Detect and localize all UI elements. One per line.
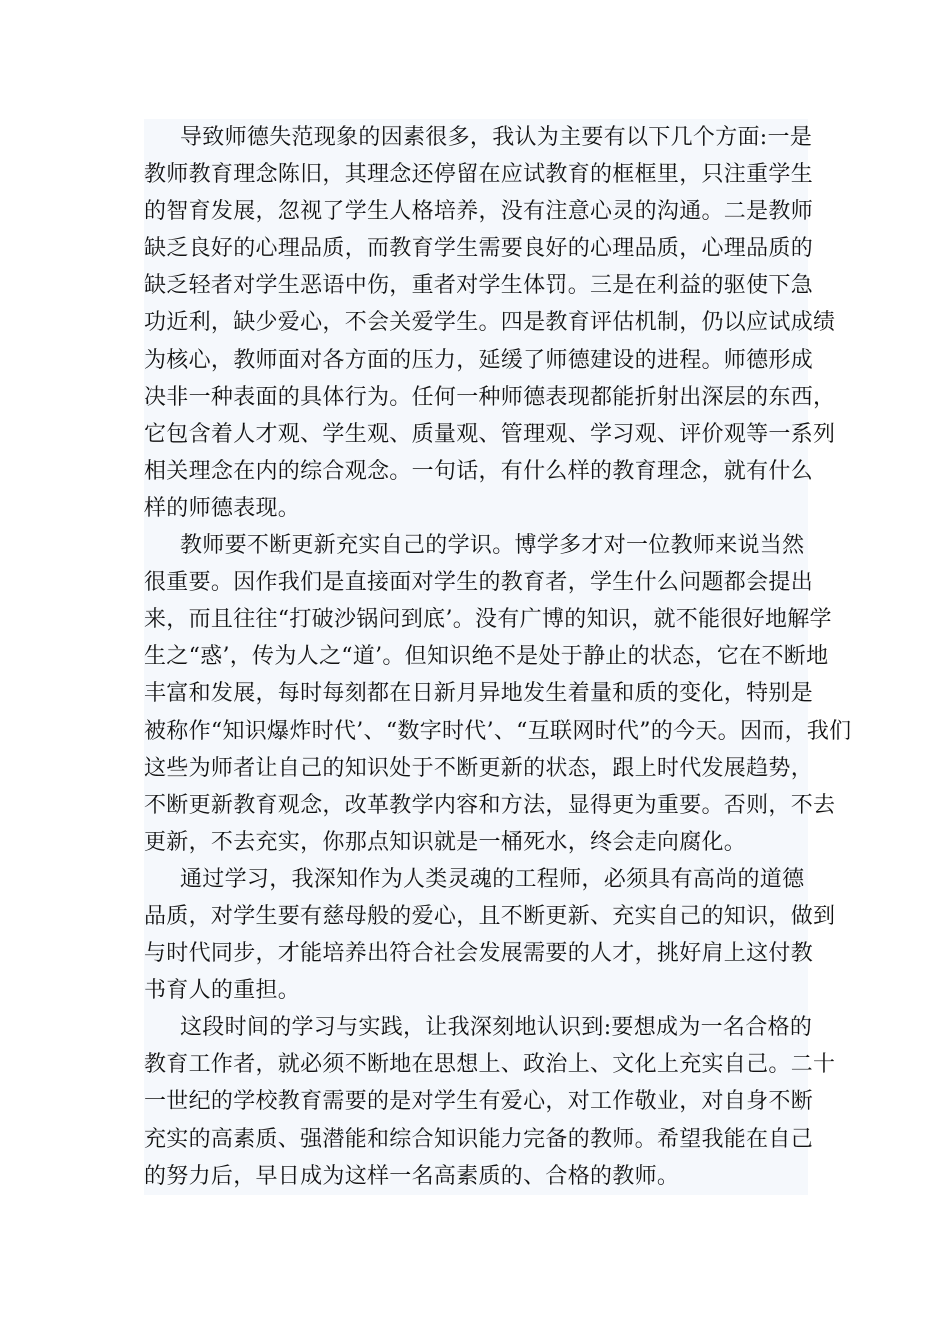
text-line: 导致师德失范现象的因素很多，我认为主要有以下几个方面:一是 [180, 125, 813, 150]
paragraph-1 [144, 119, 836, 527]
text-line: 缺乏轻者对学生恶语中伤，重者对学生体罚。三是在利益的驱使下急 [144, 273, 814, 299]
text-line: 为核心，教师面对各方面的压力，延缓了师德建设的进程。师德形成 [144, 347, 814, 373]
text-line: 生之“惑’，传为人之“道’。但知识绝不是处于静止的状态，它在不断地 [144, 644, 829, 670]
text-line: 丰富和发展，每时每刻都在日新月异地发生着量和质的变化，特别是 [144, 681, 814, 707]
text-line: 缺乏良好的心理品质，而教育学生需要良好的心理品质，心理品质的 [144, 236, 814, 262]
paragraph-4 [144, 1009, 836, 1194]
text-line: 的努力后，早日成为这样一名高素质的、合格的教师。 [144, 1163, 680, 1189]
document-body [144, 119, 852, 1195]
text-line: 更新，不去充实，你那点知识就是一桶死水，终会走向腐化。 [144, 829, 747, 855]
text-line: 教师要不断更新充实自己的学识。博学多才对一位教师来说当然 [180, 533, 805, 559]
text-line: 教师教育理念陈旧，其理念还停留在应试教育的框框里，只注重学生 [144, 162, 814, 188]
text-line: 不断更新教育观念，改革教学内容和方法，显得更为重要。否则，不去 [144, 792, 836, 818]
paragraph-3 [144, 861, 836, 1009]
text-line: 样的师德表现。 [144, 495, 301, 521]
paragraph-2 [144, 527, 852, 861]
text-line: 一世纪的学校教育需要的是对学生有爱心，对工作敬业，对自身不断 [144, 1089, 814, 1115]
text-line: 相关理念在内的综合观念。一句话，有什么样的教育理念，就有什么 [144, 458, 814, 484]
text-line: 来，而且往往“打破沙锅问到底’。没有广博的知识，就不能很好地解学 [144, 607, 832, 633]
text-line: 它包含着人才观、学生观、质量观、管理观、学习观、评价观等一系列 [144, 421, 836, 447]
text-line: 品质，对学生要有慈母般的爱心，且不断更新、充实自己的知识，做到 [144, 903, 836, 929]
text-line: 书育人的重担。 [144, 978, 301, 1004]
text-line: 功近利，缺少爱心，不会关爱学生。四是教育评估机制，仍以应试成绩 [144, 310, 836, 336]
text-line: 的智育发展，忽视了学生人格培养，没有注意心灵的沟通。二是教师 [144, 199, 814, 225]
text-line: 决非一种表面的具体行为。任何一种师德表现都能折射出深层的东西， [144, 384, 836, 410]
text-line: 与时代同步，才能培养出符合社会发展需要的人才，挑好肩上这付教 [144, 941, 814, 967]
text-line: 充实的高素质、强潜能和综合知识能力完备的教师。希望我能在自己 [144, 1126, 814, 1152]
text-line: 这些为师者让自己的知识处于不断更新的状态，跟上时代发展趋势， [144, 755, 814, 781]
text-line: 教育工作者，就必须不断地在思想上、政治上、文化上充实自己。二十 [144, 1052, 836, 1078]
text-line: 被称作“知识爆炸时代’、“数字时代’、“互联网时代”的今天。因而，我们 [144, 718, 852, 744]
text-line: 很重要。因作我们是直接面对学生的教育者，学生什么问题都会提出 [144, 570, 814, 596]
text-line: 通过学习，我深知作为人类灵魂的工程师，必须具有高尚的道德 [180, 866, 805, 892]
text-line: 这段时间的学习与实践，让我深刻地认识到:要想成为一名合格的 [180, 1015, 813, 1041]
